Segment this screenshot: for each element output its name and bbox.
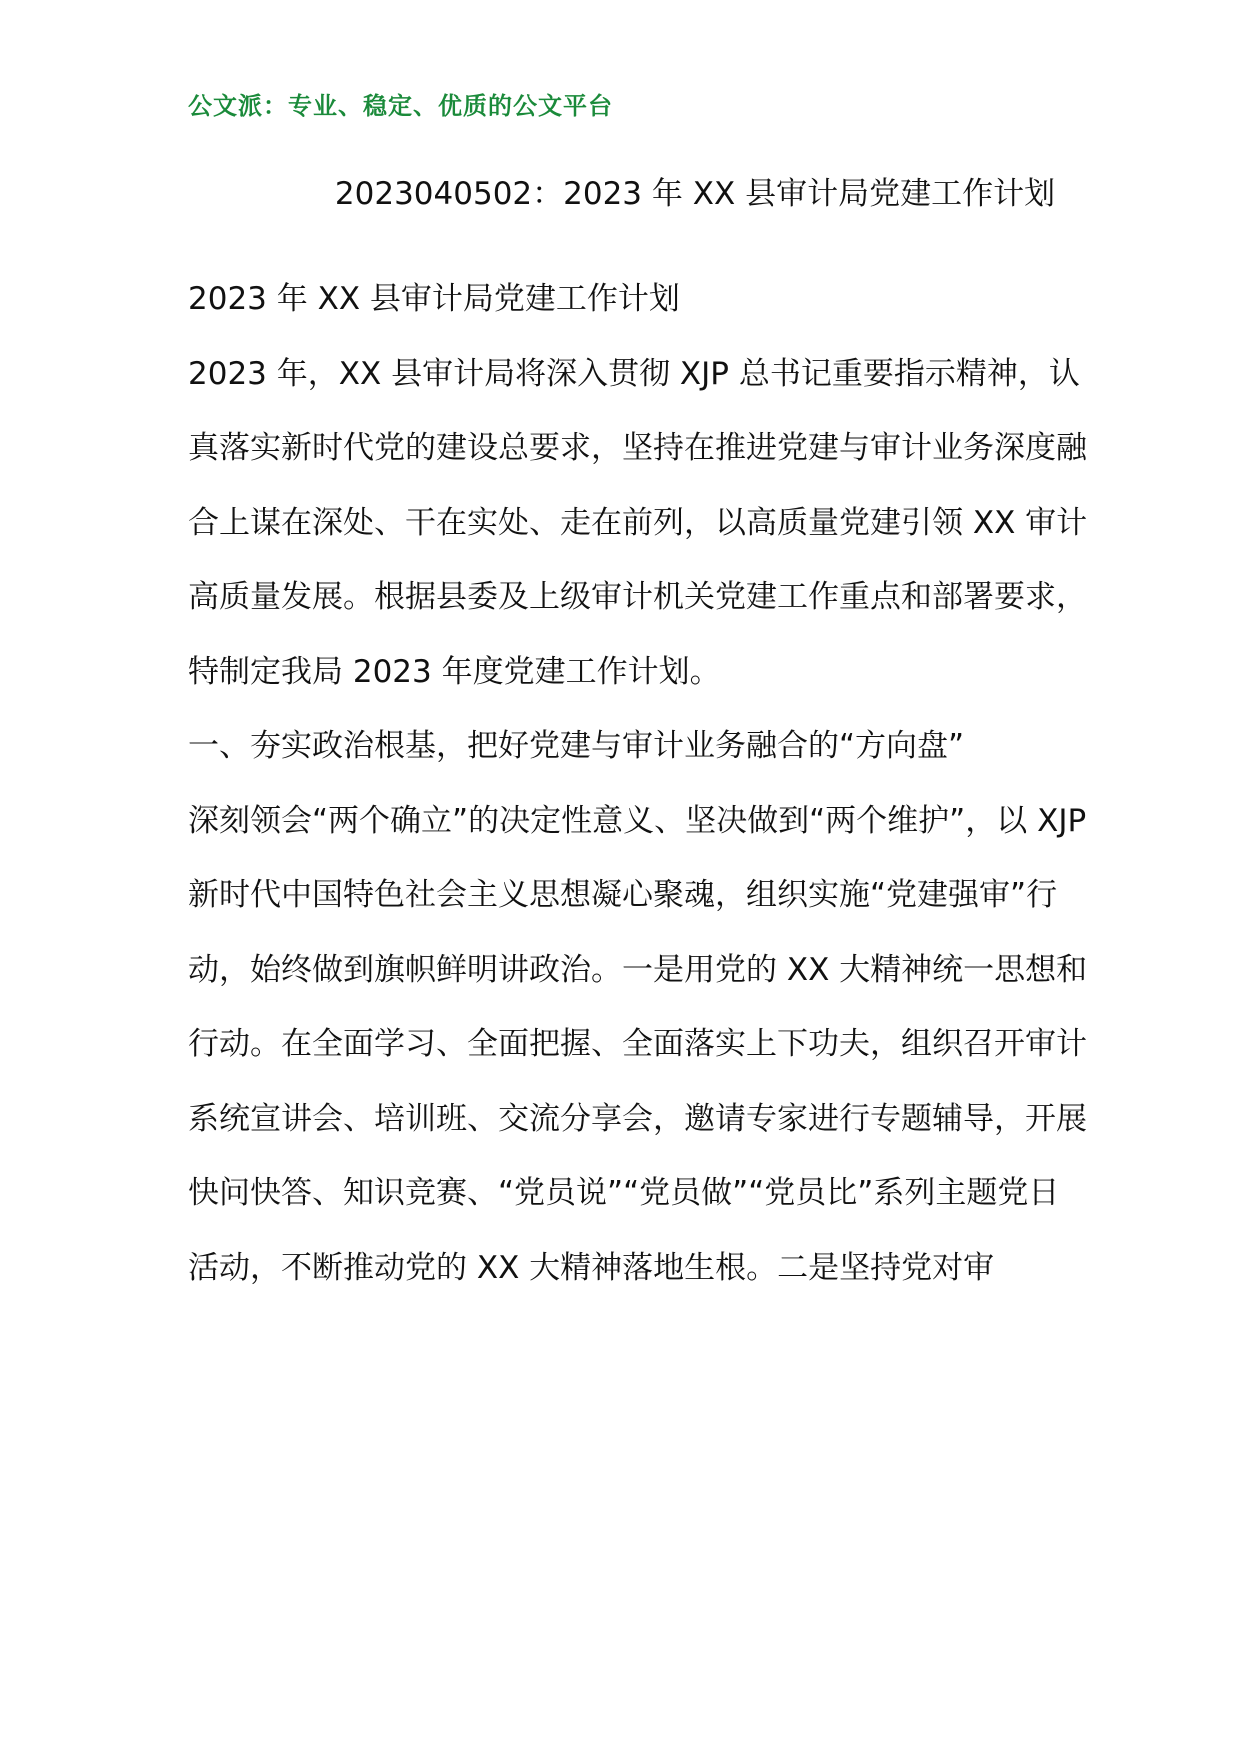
document-title: 2023040502：2023 年 XX 县审计局党建工作计划 — [334, 176, 1056, 212]
brand-header: 公文派：专业、稳定、优质的公文平台 — [188, 92, 613, 120]
document-body — [188, 262, 1088, 1305]
paragraph-intro: 2023 年，XX 县审计局将深入贯彻 XJP 总书记重要指示精神，认真落实新时代党的建设总要求，坚持在推进党建与审计业务深度融合上谋在深处、干在实处、走在前列，以高质量党建引领 XX 审计高质量发展。根据县委及上级审计机关党建工作重点和部署要求，特制定我局 2023 年度党建工作计划。 — [188, 355, 1088, 690]
document-subtitle: 2023 年 XX 县审计局党建工作计划 — [188, 281, 680, 317]
section-heading-1: 一、夯实政治根基，把好党建与审计业务融合的“方向盘” — [188, 728, 965, 764]
paragraph-section-1: 深刻领会“两个确立”的决定性意义、坚决做到“两个维护”，以 XJP 新时代中国特色社会主义思想凝心聚魂，组织实施“党建强审”行动，始终做到旗帜鲜明讲政治。一是用党的 XX 大精神统一思想和行动。在全面学习、全面把握、全面落实上下功夫，组织召开审计系统宣讲会、培训班、交流分享会，邀请专家进行专题辅导，开展快问快答、知识竞赛、“党员说”“党员做”“党员比”系列主题党日活动，不断推动党的 XX 大精神落地生根。二是坚持党对审 — [188, 802, 1088, 1286]
